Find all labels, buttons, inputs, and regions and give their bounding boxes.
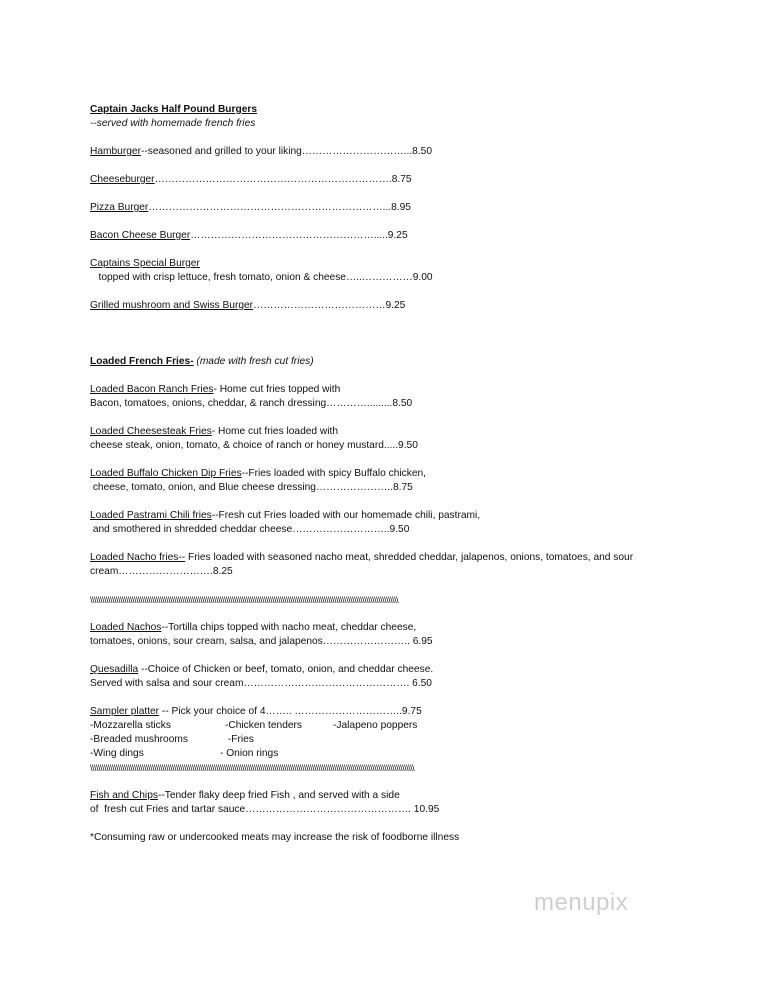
nacho-fries-desc: cream……………………….8.25 xyxy=(90,566,233,577)
sampler-option: -Mozzarella sticks xyxy=(90,720,171,731)
item-name: Loaded Nacho fries-- xyxy=(90,552,186,563)
sampler-option: -Wing dings xyxy=(90,748,144,759)
item-desc: ……………………………………………………………...8.95 xyxy=(148,202,411,213)
menupix-watermark: menupix xyxy=(534,889,629,916)
item-desc: --seasoned and grilled to your liking…………………………...8.50 xyxy=(140,146,432,157)
menu-item-bacon-ranch-fries xyxy=(90,383,340,397)
sampler-option: -Fries xyxy=(225,734,254,745)
fries-heading xyxy=(90,355,314,369)
menu-item-hamburger xyxy=(90,145,432,159)
item-name: Bacon Cheese Burger xyxy=(90,230,191,241)
fish-and-chips-desc: of fresh cut Fries and tartar sauce…………………………………………. 10.95 xyxy=(90,804,440,815)
menu-item-fish-and-chips xyxy=(90,789,400,803)
item-desc: - Home cut fries loaded with xyxy=(211,426,339,437)
item-desc: …………………………………9.25 xyxy=(253,300,406,311)
item-desc: --Tender flaky deep fried Fish , and served with a side xyxy=(157,790,400,801)
menu-item-cheesesteak-fries xyxy=(90,425,338,439)
menu-item-bacon-cheese-burger xyxy=(90,229,408,243)
item-name: Loaded Nachos xyxy=(90,622,162,633)
item-desc: --Fries loaded with spicy Buffalo chicken, xyxy=(241,468,426,479)
sampler-option: -Chicken tenders xyxy=(225,720,303,731)
fries-subtitle: (made with fresh cut fries) xyxy=(193,356,314,367)
item-name: Pizza Burger xyxy=(90,202,149,213)
menu-item-pastrami-fries xyxy=(90,509,480,523)
menu-item-loaded-nachos xyxy=(90,621,416,635)
sampler-option: -Breaded mushrooms xyxy=(90,734,188,745)
item-name: Fish and Chips xyxy=(90,790,158,801)
menu-item-buffalo-fries xyxy=(90,467,426,481)
item-desc: - Home cut fries topped with xyxy=(213,384,341,395)
item-name: Hamburger xyxy=(90,146,141,157)
item-desc: --Tortilla chips topped with nacho meat, cheddar cheese, xyxy=(161,622,417,633)
menu-item-sampler-platter xyxy=(90,705,422,719)
captains-special-desc: topped with crisp lettuce, fresh tomato, onion & cheese…..……………9.00 xyxy=(90,272,433,283)
item-name: Grilled mushroom and Swiss Burger xyxy=(90,300,254,311)
item-desc: Fries loaded with seasoned nacho meat, shredded cheddar, jalapenos, onions, tomatoes, and sour xyxy=(185,552,634,563)
item-name: Loaded Pastrami Chili fries xyxy=(90,510,212,521)
disclaimer: *Consuming raw or undercooked meats may increase the risk of foodborne illness xyxy=(90,832,460,843)
item-name: Quesadilla xyxy=(90,664,139,675)
menu-item-nacho-fries xyxy=(90,551,633,565)
burgers-subtitle: --served with homemade french fries xyxy=(90,118,256,129)
burgers-title: Captain Jacks Half Pound Burgers xyxy=(90,104,258,115)
menu-item-quesadilla xyxy=(90,663,433,677)
item-desc: --Fresh cut Fries loaded with our homemade chili, pastrami, xyxy=(211,510,481,521)
item-name: Loaded Bacon Ranch Fries xyxy=(90,384,214,395)
sampler-option: - Onion rings xyxy=(220,748,279,759)
item-name: Sampler platter xyxy=(90,706,160,717)
item-desc: -- Pick your choice of 4…….. …………………………..9.75 xyxy=(159,706,422,717)
loaded-nachos-desc: tomatoes, onions, sour cream, salsa, and jalapenos…………………….. 6.95 xyxy=(90,636,433,647)
item-name: Loaded Cheesesteak Fries xyxy=(90,426,212,437)
item-name: Loaded Buffalo Chicken Dip Fries xyxy=(90,468,242,479)
item-name: Cheeseburger xyxy=(90,174,155,185)
quesadilla-desc: Served with salsa and sour cream…………………………………………. 6.50 xyxy=(90,678,432,689)
item-desc: …………………………………………………………….8.75 xyxy=(154,174,412,185)
bacon-ranch-desc: Bacon, tomatoes, onions, cheddar, & ranch dressing………….........8.50 xyxy=(90,398,413,409)
cheesesteak-desc: cheese steak, onion, tomato, & choice of ranch or honey mustard.....9.50 xyxy=(90,440,418,451)
buffalo-desc: cheese, tomato, onion, and Blue cheese dressing…………………..8.75 xyxy=(90,482,413,493)
separator-line: \\\\\\\\\\\\\\\\\\\\\\\\\\\\\\\\\\\\\\\\\\\\\\\\\\\\\\\\\\\\\\\\\\\\\\\\\\\\\\\\\\\\\\\\\\\\\\\\\\\\\\\\\\\\\\\\\\\\\\\\\\\\\\\\\\\\\\\\\\\\\\\\\\\\\\\\\\\\\\\\\\ xyxy=(90,763,415,773)
sampler-option: -Jalapeno poppers xyxy=(333,720,418,731)
menu-item-pizza-burger xyxy=(90,201,411,215)
menu-item-cheeseburger xyxy=(90,173,412,187)
separator-line: \\\\\\\\\\\\\\\\\\\\\\\\\\\\\\\\\\\\\\\\\\\\\\\\\\\\\\\\\\\\\\\\\\\\\\\\\\\\\\\\\\\\\\\\\\\\\\\\\\\\\\\\\\\\\\\\\\\\\\\\\\\\\\\\\\\\\\\\\\\\\\\\\\\\\\\\\\ xyxy=(90,595,399,605)
menu-item-mushroom-swiss xyxy=(90,299,405,313)
item-desc: ……………………………………………….....9.25 xyxy=(190,230,408,241)
fries-title: Loaded French Fries- xyxy=(90,356,194,367)
pastrami-desc: and smothered in shredded cheddar cheese………………………..9.50 xyxy=(90,524,410,535)
item-desc: --Choice of Chicken or beef, tomato, onion, and cheddar cheese. xyxy=(138,664,434,675)
menu-item-captains-special: Captains Special Burger xyxy=(90,258,200,269)
